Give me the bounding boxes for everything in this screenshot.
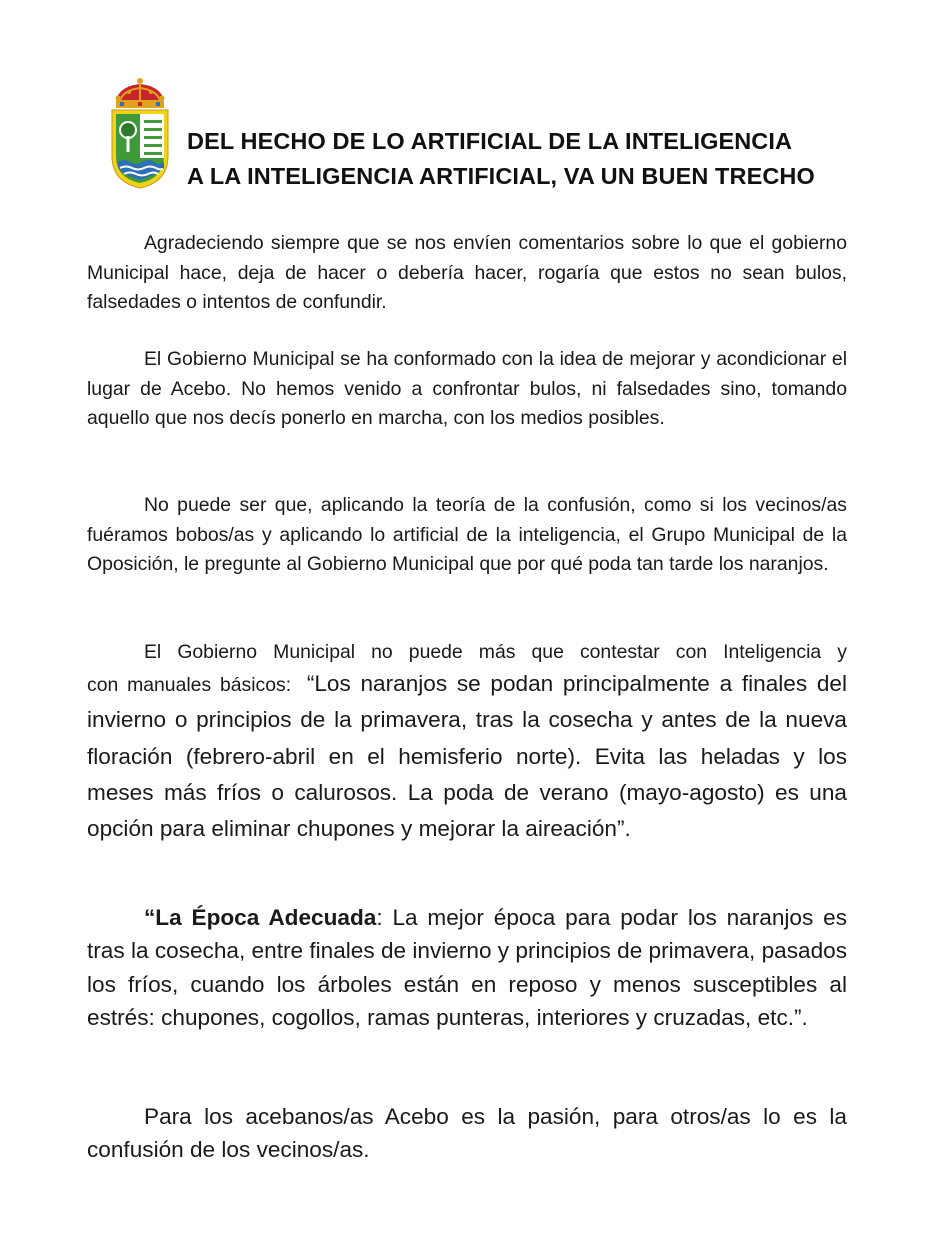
paragraph-4-lead-rest: con manuales básicos: (87, 674, 292, 696)
paragraph-2 (87, 345, 847, 434)
title-line-1: DEL HECHO DE LO ARTIFICIAL DE LA INTELIGENCIA (187, 128, 793, 154)
paragraph-3 (87, 491, 847, 580)
paragraph-5 (87, 901, 847, 1034)
paragraph-4-quote: “Los naranjos se podan principalmente a finales del invierno o principios de la primavera, tras la cosecha y antes de la nueva floración (febrero-abril en el hemisferio norte). Evita las heladas y los meses más fríos o calurosos. La poda de verano (mayo-agosto) es una opción para eliminar chupones y mejorar la aireación”. (87, 671, 847, 842)
document-title (187, 124, 887, 194)
paragraph-5-rest: : La mejor época para podar los naranjos es tras la cosecha, entre finales de invierno y principios de primavera, pasados los fríos, cuando los árboles están en reposo y menos susceptibles al estrés: chupones, cogollos, ramas punteras, interiores y cruzadas, etc.”. (87, 905, 847, 1030)
paragraph-4-lead-line: El Gobierno Municipal no puede más que contestar con Inteligencia y (144, 641, 847, 663)
paragraph-1-text: Agradeciendo siempre que se nos envíen comentarios sobre lo que el gobierno Municipal hace, deja de hacer o debería hacer, rogaría que estos no sean bulos, falsedades o intentos de confundir. (87, 232, 847, 313)
paragraph-2-text: El Gobierno Municipal se ha conformado con la idea de mejorar y acondicionar el lugar de Acebo. No hemos venido a confrontar bulos, ni falsedades sino, tomando aquello que nos decís ponerlo en marcha, con los medios posibles. (87, 348, 847, 429)
paragraph-6 (87, 1100, 847, 1167)
paragraph-1 (87, 229, 847, 318)
paragraph-3-text: No puede ser que, aplicando la teoría de la confusión, como si los vecinos/as fuéramos bobos/as y aplicando lo artificial de la inteligencia, el Grupo Municipal de la Oposición, le pregunte al Gobierno Municipal que por qué poda tan tarde los naranjos. (87, 494, 847, 575)
paragraph-4-body (87, 667, 847, 848)
title-line-2: A LA INTELIGENCIA ARTIFICIAL, VA UN BUEN TRECHO (187, 163, 815, 189)
paragraph-5-bold-heading: “La Época Adecuada (144, 905, 377, 930)
municipal-coat-of-arms-icon (106, 78, 174, 190)
paragraph-6-text: Para los acebanos/as Acebo es la pasión, para otros/as lo es la confusión de los vecinos/as. (87, 1104, 847, 1163)
crown-icon (116, 78, 165, 108)
shield-icon (112, 110, 168, 188)
paragraph-5-text (87, 901, 847, 1034)
paragraph-4 (87, 637, 847, 848)
